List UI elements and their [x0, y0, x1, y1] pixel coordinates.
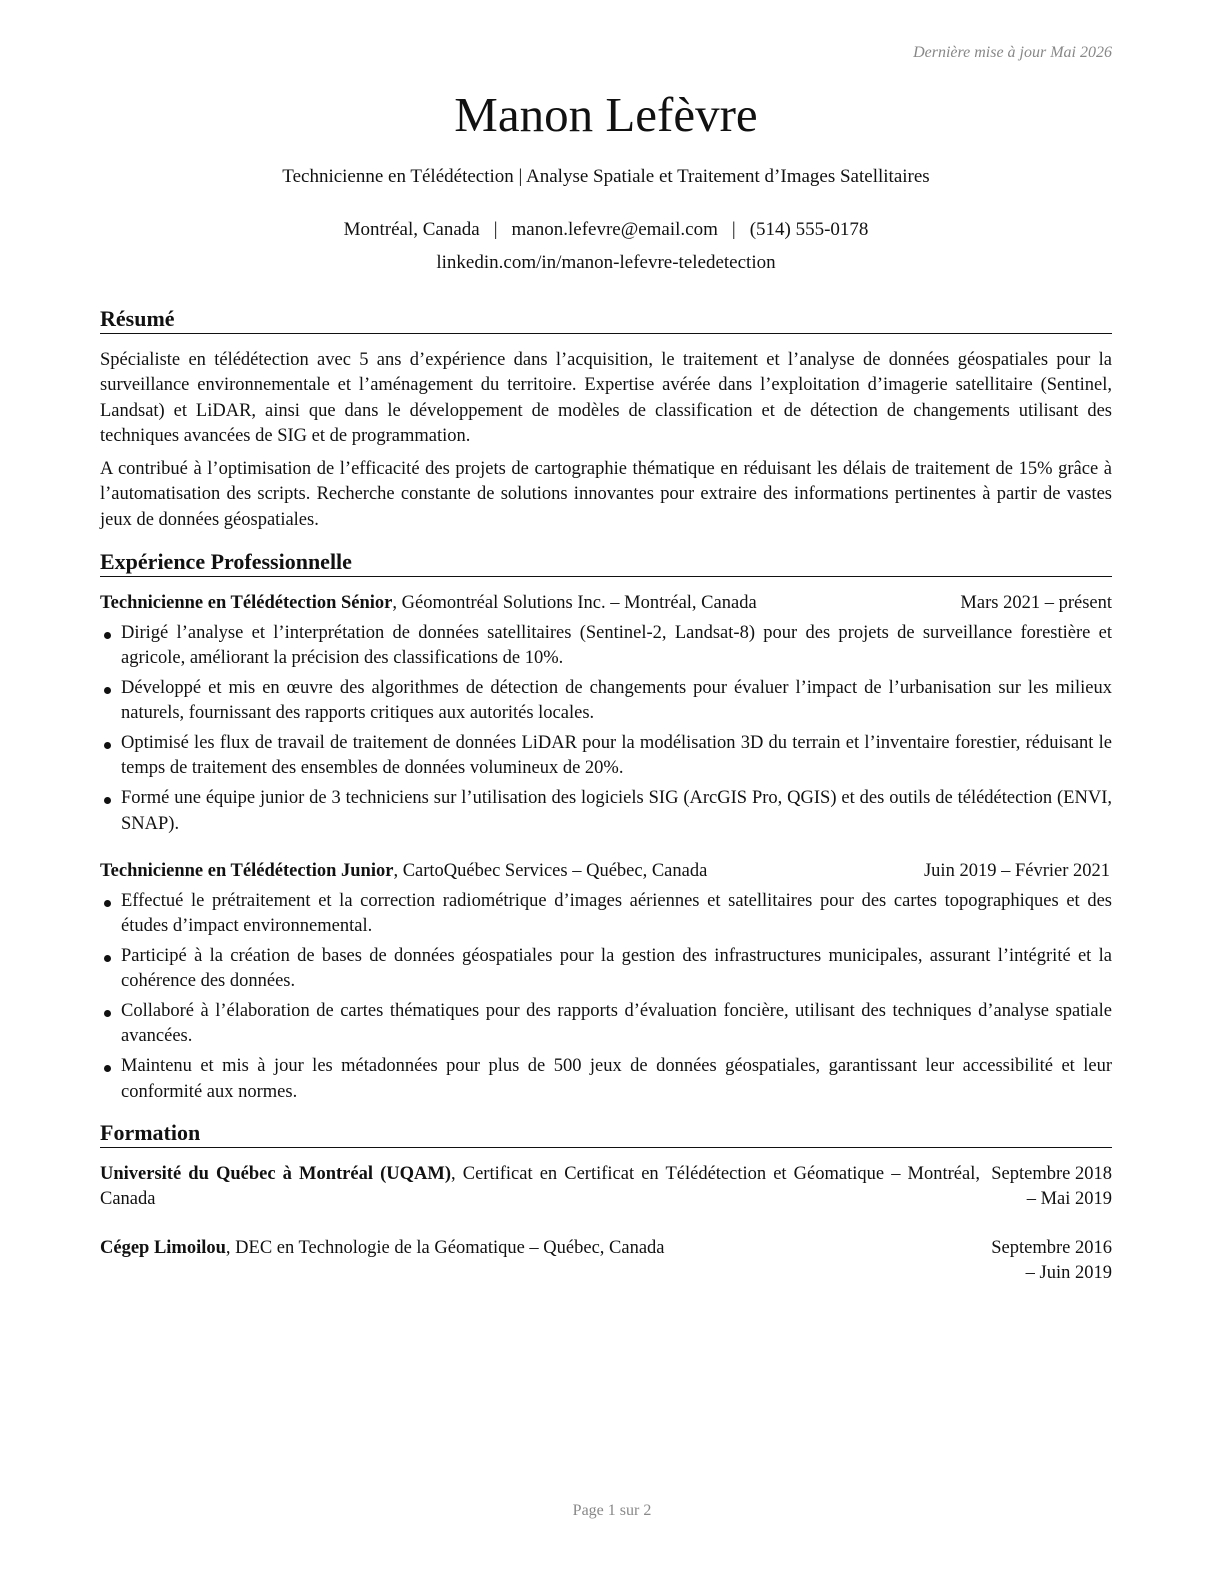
list-item: Optimisé les flux de travail de traitement de données LiDAR pour la modélisation 3D du terrain et l’inventaire forestier, réduisant le temps de traitement des ensembles de données volumineux de 20%.: [100, 731, 1112, 782]
job-company: , CartoQuébec Services – Québec, Canada: [393, 861, 708, 881]
job-role: Technicienne en Télédétection Sénior: [100, 593, 393, 613]
list-item: Formé une équipe junior de 3 techniciens sur l’utilisation des logiciels SIG (ArcGIS Pro, QGIS) et des outils de télédétection (ENVI, SNAP).: [100, 786, 1112, 837]
job-dates: Mars 2021 – présent: [960, 593, 1112, 613]
list-item: Maintenu et mis à jour les métadonnées pour plus de 500 jeux de données géospatiales, garantissant leur accessibilité et leur conformité aux normes.: [100, 1054, 1112, 1105]
candidate-title: Technicienne en Télédétection | Analyse Spatiale et Traitement d’Images Satellitaires: [282, 166, 930, 187]
location: Montréal, Canada: [343, 219, 480, 240]
last-updated: Dernière mise à jour Mai 2026: [913, 44, 1112, 61]
job-header: [100, 591, 1112, 616]
job-dates: Juin 2019 – Février 2021: [923, 861, 1110, 881]
list-item: Effectué le prétraitement et la correction radiométrique d’images aériennes et satellitaires pour des cartes topographiques et des études d’impact environnemental.: [100, 889, 1112, 940]
job-bullets: [100, 621, 1112, 841]
linkedin-link[interactable]: linkedin.com/in/manon-lefevre-teledetection: [436, 252, 776, 273]
summary-paragraph: Spécialiste en télédétection avec 5 ans d’expérience dans l’acquisition, le traitement et l’analyse de données géospatiales pour la surveillance environnementale et l’aménagement du territoire. Expertise avérée dans l’exploitation d’imagerie satellitaire (Sentinel, Landsat) et LiDAR, ainsi que dans le développement de modèles de classification et de détection de changements utilisant des techniques avancées de SIG et de programmation.: [100, 350, 1112, 446]
degree-detail: , Certificat en Certificat en Télédétection et Géomatique – Montréal, Canada: [100, 1164, 980, 1210]
contact-separator: |: [731, 219, 736, 240]
education-item: [100, 1162, 1112, 1213]
page-number: Page 1 sur 2: [572, 1502, 652, 1519]
job-header: [100, 859, 1112, 884]
job-company: , Géomontréal Solutions Inc. – Montréal, Canada: [392, 593, 757, 613]
education-dates: Septembre 2016 – Juin 2019: [991, 1238, 1112, 1284]
summary-paragraph: A contribué à l’optimisation de l’efficacité des projets de cartographie thématique en réduisant les délais de traitement de 15% grâce à l’automatisation des scripts. Recherche constante de solutions innovantes pour extraire des informations pertinentes à partir de vastes jeux de données géospatiales.: [100, 459, 1112, 530]
section-title-resume: Résumé: [100, 305, 1112, 334]
candidate-name: Manon Lefèvre: [454, 87, 758, 142]
section-title-education: Formation: [100, 1119, 1112, 1148]
job-bullets: [100, 889, 1112, 1109]
list-item: Développé et mis en œuvre des algorithmes de détection de changements pour évaluer l’impact de l’urbanisation sur les milieux naturels, fournissant des rapports critiques aux autorités locales.: [100, 676, 1112, 727]
email-link[interactable]: manon.lefevre@email.com: [511, 219, 718, 240]
education-dates: Septembre 2018 – Mai 2019: [991, 1164, 1112, 1210]
job-role: Technicienne en Télédétection Junior: [100, 861, 394, 881]
section-title-experience: Expérience Professionnelle: [100, 548, 1112, 577]
contact-line: [100, 219, 1112, 241]
list-item: Dirigé l’analyse et l’interprétation de données satellitaires (Sentinel-2, Landsat-8) pour des projets de surveillance forestière et agricole, améliorant la précision des classifications de 10%.: [100, 621, 1112, 672]
contact-separator: |: [493, 219, 498, 240]
education-item: [100, 1236, 1112, 1284]
phone: (514) 555-0178: [749, 219, 869, 240]
school-name: Cégep Limoilou: [100, 1238, 226, 1258]
list-item: Participé à la création de bases de données géospatiales pour la gestion des infrastructures municipales, assurant l’intégrité et la cohérence des données.: [100, 944, 1112, 995]
list-item: Collaboré à l’élaboration de cartes thématiques pour des rapports d’évaluation foncière, utilisant des techniques d’analyse spatiale avancées.: [100, 999, 1112, 1050]
degree-detail: , DEC en Technologie de la Géomatique – Québec, Canada: [225, 1238, 665, 1258]
resume-page: [100, 0, 1112, 1584]
school-name: Université du Québec à Montréal (UQAM): [100, 1164, 451, 1184]
